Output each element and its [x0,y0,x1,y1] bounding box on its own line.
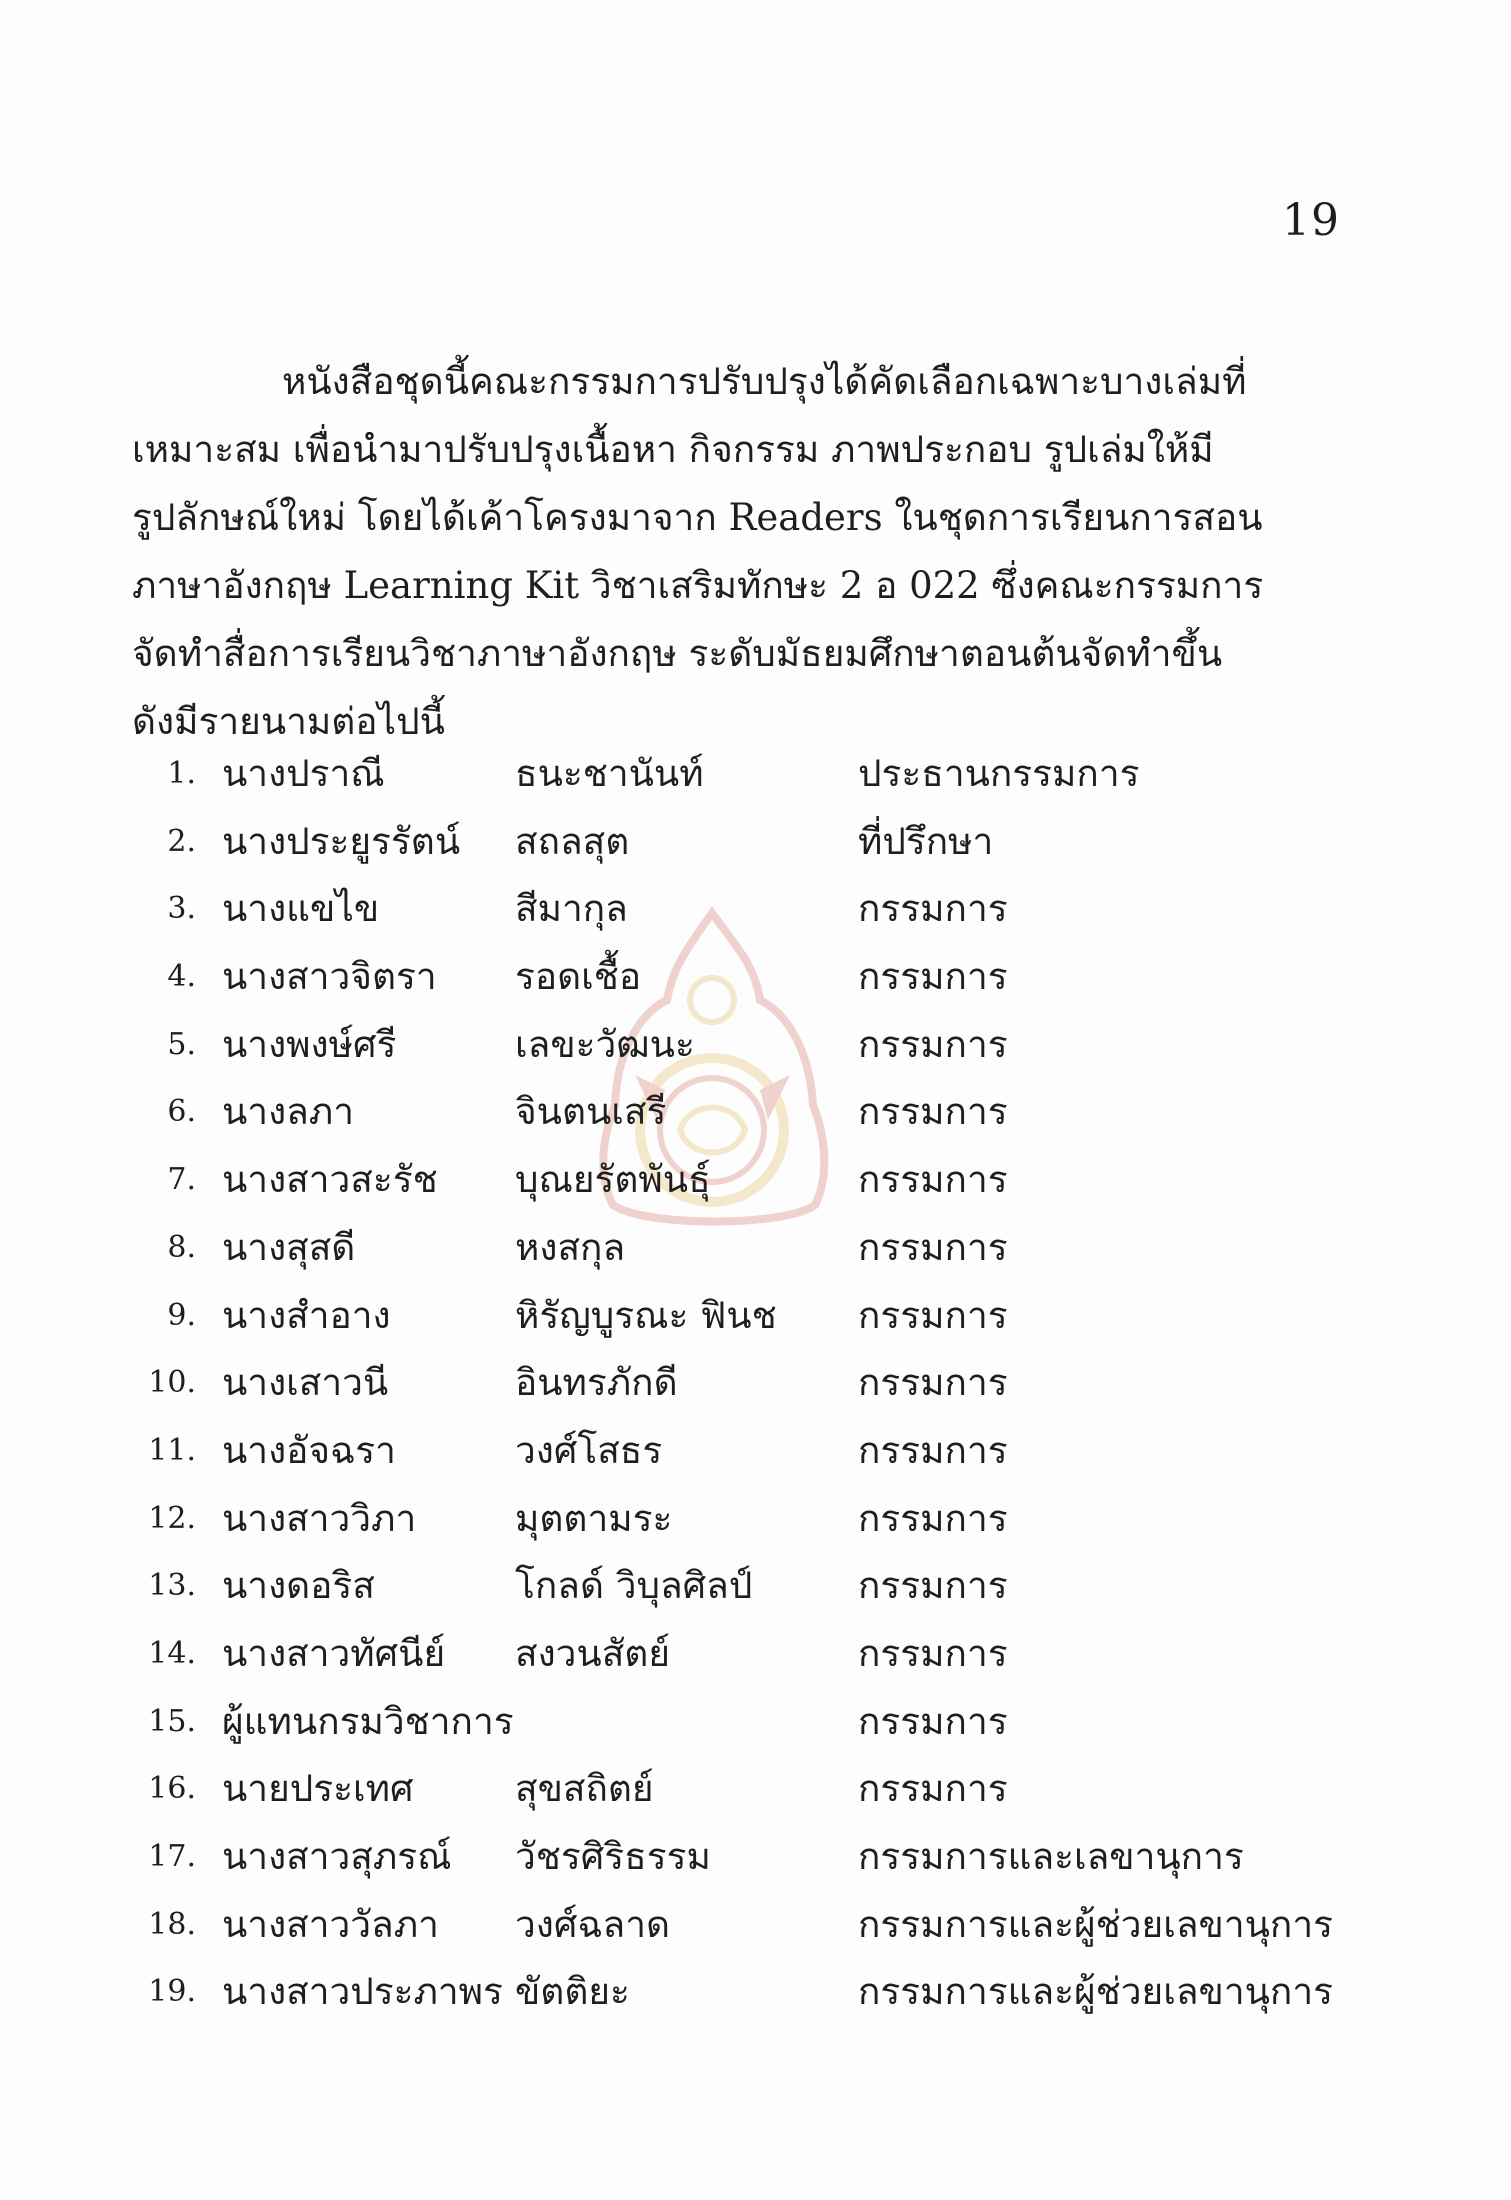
paragraph-line: เหมาะสม เพื่อนำมาปรับปรุงเนื้อหา กิจกรรม ภาพประกอบ รูปเล่มให้มี [132,428,1214,471]
list-item [130,1214,1360,1282]
paragraph-line: ภาษาอังกฤษ Learning Kit วิชาเสริมทักษะ 2 อ 022 ซึ่งคณะกรรมการ [132,564,1264,607]
member-role: กรรมการและผู้ช่วยเลขานุการ [858,1970,1333,2014]
item-number: 19. [148,1974,196,2010]
member-role: กรรมการ [858,1428,1008,1472]
item-number: 9. [167,1297,196,1333]
item-number: 3. [167,891,196,927]
member-surname: ขัตติยะ [515,1970,630,2014]
member-role: กรรมการ [858,1631,1008,1675]
member-role: ที่ปรึกษา [858,819,994,863]
list-item [130,1282,1360,1350]
item-number: 17. [148,1839,196,1874]
paragraph-line: รูปลักษณ์ใหม่ โดยได้เค้าโครงมาจาก Readers ในชุดการเรียนการสอน [132,496,1263,539]
list-item [130,740,1360,808]
list-item [130,1485,1360,1553]
list-item [130,808,1360,876]
committee-list [130,740,1360,2026]
item-number: 1. [167,756,196,791]
member-role: กรรมการ [858,1158,1008,1202]
paragraph-line: หนังสือชุดนี้คณะกรรมการปรับปรุงได้คัดเลือกเฉพาะบางเล่มที่ [282,360,1247,403]
member-surname: สุขสถิตย์ [515,1767,654,1811]
item-number: 15. [148,1703,196,1739]
list-item [130,1688,1360,1756]
item-number: 2. [167,823,196,859]
member-role: กรรมการ [858,1496,1008,1540]
member-role: กรรมการ [858,1225,1008,1269]
member-surname: หิรัญบูรณะ ฟินช [515,1293,777,1337]
member-surname: บุณยรัตพันธุ์ [515,1158,711,1202]
member-surname: สถลสุต [515,819,630,863]
member-surname: จินตนเสรี [515,1090,667,1134]
list-item [130,1958,1360,2026]
member-name: นางปราณี [222,752,385,795]
paragraph-line: จัดทำสื่อการเรียนวิชาภาษาอังกฤษ ระดับมัธยมศึกษาตอนต้นจัดทำขึ้น [132,632,1223,675]
list-item [130,1823,1360,1891]
item-number: 6. [167,1094,196,1130]
member-role: ประธานกรรมการ [858,752,1140,795]
member-name: นางสาวสะรัช [222,1158,438,1202]
member-surname: สีมากุล [515,887,628,931]
member-role: กรรมการ [858,955,1008,999]
member-name: นางพงษ์ศรี [222,1022,397,1066]
list-item [130,1417,1360,1485]
member-name: ผู้แทนกรมวิชาการ [222,1699,514,1743]
intro-paragraph [132,348,1332,756]
member-name: นางสาวประภาพร [222,1970,503,2014]
member-name: นางสุสดี [222,1225,356,1269]
member-name: นางสาววัลภา [222,1902,439,1946]
list-item [130,1078,1360,1146]
item-number: 4. [167,959,196,995]
member-role: กรรมการ [858,1564,1008,1608]
item-number: 16. [148,1771,196,1807]
member-surname: วัชรศิริธรรม [515,1835,711,1878]
list-item [130,1146,1360,1214]
list-item [130,1552,1360,1620]
item-number: 11. [148,1432,196,1468]
member-surname: อินทรภักดี [515,1361,678,1405]
member-role: กรรมการ [858,1022,1008,1066]
member-role: กรรมการและเลขานุการ [858,1835,1244,1878]
member-surname: วงศ์โสธร [515,1428,663,1472]
member-surname: เลขะวัฒนะ [515,1022,695,1066]
member-surname: วงศ์ฉลาด [515,1902,671,1946]
member-role: กรรมการและผู้ช่วยเลขานุการ [858,1902,1333,1946]
member-name: นางลภา [222,1090,354,1134]
list-item [130,1891,1360,1959]
list-item [130,1349,1360,1417]
member-name: นางสาวสุภรณ์ [222,1835,452,1878]
page-number: 19 [1282,195,1340,246]
member-surname: ธนะชานันท์ [515,752,704,795]
member-role: กรรมการ [858,1767,1008,1811]
member-name: นางสาวจิตรา [222,955,437,999]
member-name: นางเสาวนี [222,1361,389,1405]
member-role: กรรมการ [858,1090,1008,1134]
item-number: 8. [167,1229,196,1265]
item-number: 10. [148,1365,196,1401]
member-name: นางประยูรรัตน์ [222,819,461,863]
member-surname: มุตตามระ [515,1496,673,1540]
item-number: 7. [167,1162,196,1198]
member-surname: หงสกุล [515,1225,626,1269]
member-role: กรรมการ [858,1293,1008,1337]
member-name: นางดอริส [222,1564,375,1608]
member-role: กรรมการ [858,1699,1008,1743]
list-item [130,1620,1360,1688]
paragraph-line: ดังมีรายนามต่อไปนี้ [132,700,445,743]
item-number: 18. [148,1906,196,1942]
member-role: กรรมการ [858,1361,1008,1405]
member-name: นายประเทศ [222,1767,414,1811]
member-name: นางสาววิภา [222,1496,417,1540]
item-number: 14. [148,1635,196,1671]
item-number: 5. [167,1026,196,1062]
list-item [130,1755,1360,1823]
member-name: นางสาวทัศนีย์ [222,1631,446,1675]
list-item [130,875,1360,943]
item-number: 13. [148,1568,196,1604]
list-item [130,943,1360,1011]
member-name: นางแขไข [222,887,380,931]
member-name: นางสำอาง [222,1293,391,1337]
member-surname: รอดเชื้อ [515,955,642,999]
member-surname: โกลด์ วิบุลศิลป์ [515,1564,753,1608]
item-number: 12. [148,1500,196,1536]
member-name: นางอัจฉรา [222,1428,396,1472]
member-role: กรรมการ [858,887,1008,931]
list-item [130,1011,1360,1079]
member-surname: สงวนสัตย์ [515,1631,671,1675]
